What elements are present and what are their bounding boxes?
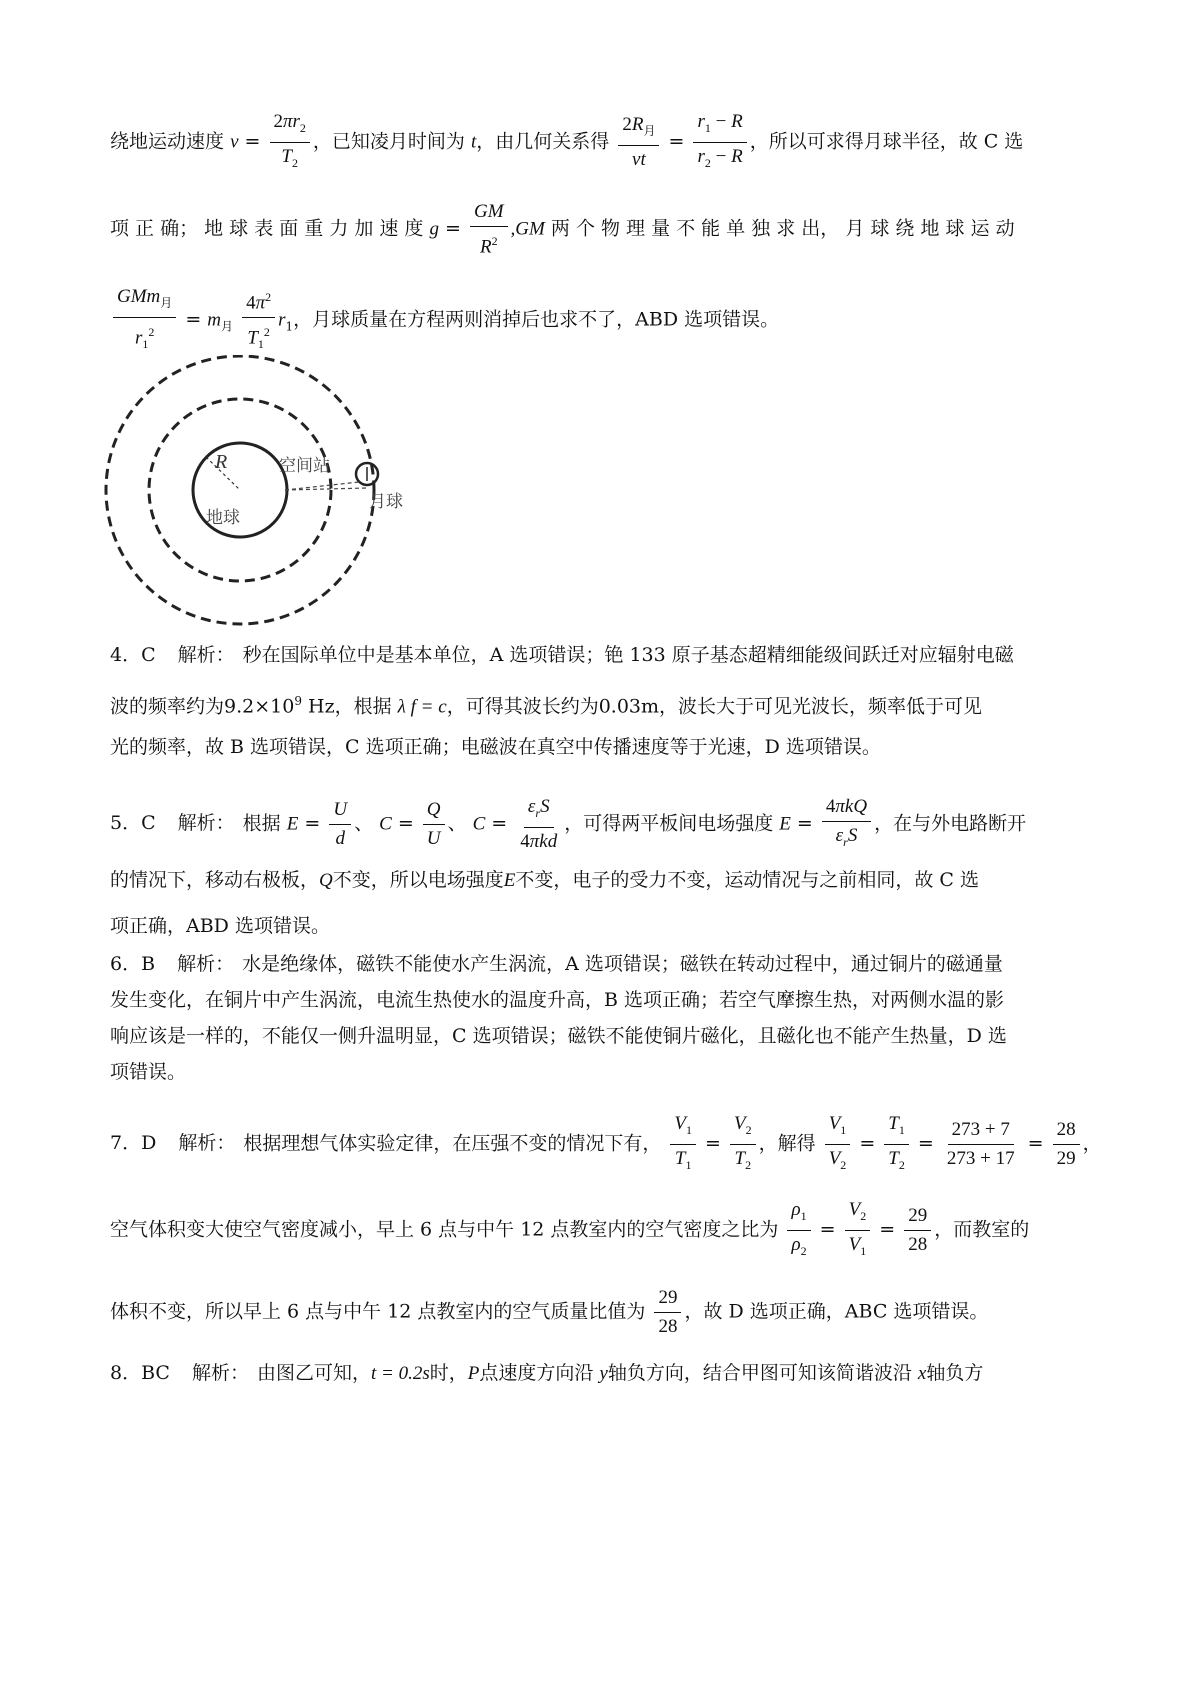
formula: $\frac{Q}{U}$ (423, 798, 445, 851)
formula: $\frac{273 + 7}{273 + 17}$ (946, 1118, 1015, 1169)
text-line: 6．B 解析： 水是绝缘体，磁铁不能使水产生涡流，A 选项错误；磁铁在转动过程中，通过铜片的磁通量 (110, 953, 1003, 975)
label-moon: 月球 (369, 492, 403, 512)
formula: $\frac{T_1}{T_2}$ (884, 1112, 909, 1177)
formula: $\frac{\rho_1}{\rho_2}$ (787, 1198, 810, 1263)
formula: $\frac{29}{28}$ (904, 1204, 931, 1257)
text-line: 项正确，ABD 选项错误。 (110, 915, 330, 937)
label-earth: 地球 (206, 508, 240, 528)
formula: $\frac{V_1}{V_2}$ (825, 1112, 851, 1177)
formula: $\frac{U}{d}$ (329, 798, 351, 851)
orbit-diagram (95, 355, 425, 630)
text-line: 4．C 解析： 秒在国际单位中是基本单位，A 选项错误；铯 133 原子基态超精细能级间跃迁对应辐射电磁 (110, 644, 1014, 666)
text-line: 体积不变，所以早上 6 点与中午 12 点教室内的空气质量比值为 $\frac{29}{28}$ ，故 D 选项正确，ABC 选项错误。 (110, 1287, 989, 1337)
text-line: 发生变化，在铜片中产生涡流，电流生热使水的温度升高，B 选项正确；若空气摩擦生热，对两侧水温的影 (110, 989, 1005, 1011)
text-line: 8．BC 解析： 由图乙可知，t = 0.2s时，P点速度方向沿 y轴负方向，结合甲图可知该简谐波沿 x轴负方 (110, 1362, 984, 1384)
formula: $\frac{4\pi^2}{T_1^2}$ (242, 285, 275, 356)
text-line: 5．C 解析： 根据 E = $\frac{U}{d}$ 、 C = $\frac{Q}{U}$ 、 C = $\frac{\varepsilon_rS}{\text{4πkd}}$ ，可得两平板间电场强度 E = $\frac{\text{4πkQ}}{\varepsilon_rS}$ ，在与外电路断开 (110, 796, 1027, 852)
text-line: 波的频率约为$9.2\times 10^9$ Hz，根据 λ f = c，可得其波长约为0.03m，波长大于可见光波长，频率低于可见 (110, 694, 983, 718)
formula: $\frac{\varepsilon_rS}{\text{4πkd}}$ (520, 796, 558, 852)
text-line: $\frac{GMm_月}{r_1^2}$ = $m_月$ $\frac{4\pi^2}{T_1^2}$ $r_1$，月球质量在方程两则消掉后也求不了，ABD 选项错误。 (110, 285, 779, 356)
text-line: 空气体积变大使空气密度减小，早上 6 点与中午 12 点教室内的空气密度之比为 $\frac{\rho_1}{\rho_2}$ = $\frac{V_2}{V_1}$ = $\frac{29}{28}$ ，而教室的 (110, 1198, 1029, 1263)
axis-line (285, 488, 367, 490)
text-line: 7．D 解析： 根据理想气体实验定律，在压强不变的情况下有， $\frac{V_1}{T_1}$ = $\frac{V_2}{T_2}$ ，解得 $\frac{V_1}{V_2}$ = $\frac{T_1}{T_2}$ = $\frac{273 + 7}{273 + 17}$ = $\frac{28}{29}$ ， (110, 1112, 1102, 1177)
formula: $\frac{\text{4πkQ}}{\varepsilon_rS}$ (822, 795, 871, 854)
formula: $\frac{GMm_月}{r_1^2}$ (113, 285, 176, 356)
formula: $\frac{29}{28}$ (654, 1286, 681, 1339)
text-line: 响应该是一样的，不能仅一侧升温明显，C 选项错误；磁铁不能使铜片磁化，且磁化也不能产生热量，D 选 (110, 1025, 1007, 1047)
formula: $\frac{V_2}{V_1}$ (845, 1198, 871, 1263)
formula: $\frac{V_2}{T_2}$ (730, 1112, 756, 1177)
formula: $\frac{V_1}{T_1}$ (670, 1112, 696, 1177)
formula: $\frac{28}{29}$ (1053, 1118, 1080, 1171)
formula: $\frac{2\pi r_2}{T_2}$ (270, 110, 310, 175)
text-line: 项 正 确； 地 球 表 面 重 力 加 速 度 g = $\frac{GM}{R^2}$ ,GM 两 个 物 理 量 不 能 单 独 求 出， 月 球 绕 地 球 运 动 (110, 201, 1015, 258)
label-station: 空间站 (279, 456, 330, 476)
formula: $\frac{GM}{R^2}$ (470, 200, 508, 259)
text-line: 的情况下，移动右极板，Q不变，所以电场强度E不变，电子的受力不变，运动情况与之前相同，故 C 选 (110, 869, 979, 891)
label-r: R (215, 451, 228, 473)
formula: $\frac{r_1 - R}{r_2 - R}$ (693, 110, 746, 175)
text-line: 项错误。 (110, 1061, 187, 1083)
text-line: 绕地运动速度 v = $\frac{2\pi r_2}{T_2}$ ，已知凌月时间为 t，由几何关系得 $\frac{2R_月}{vt}$ = $\frac{r_1 - R}{r_2 - R}$ ，所以可求得月球半径，故 C 选 (110, 110, 1023, 175)
formula: $\frac{2R_月}{vt}$ (618, 113, 659, 172)
text-line: 光的频率，故 B 选项错误，C 选项正确；电磁波在真空中传播速度等于光速，D 选项错误。 (110, 736, 881, 758)
